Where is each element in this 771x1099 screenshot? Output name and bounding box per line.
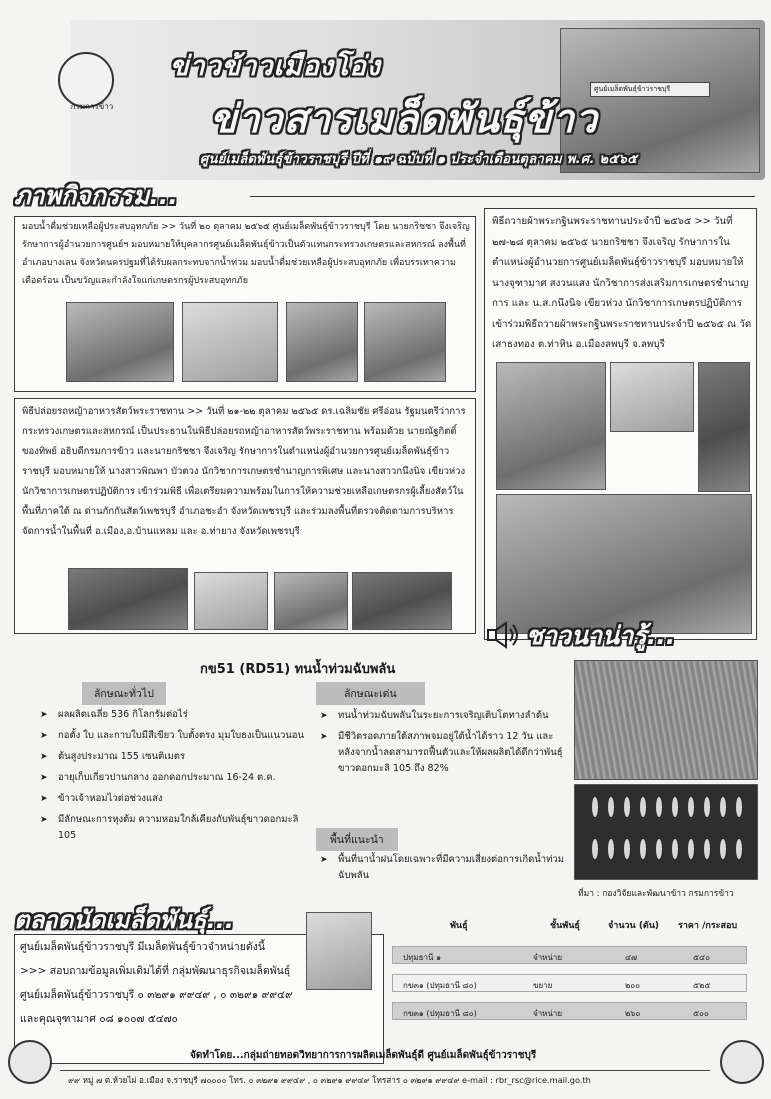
th-class: ชั้นพันธุ์ <box>550 921 580 931</box>
footer-logo-left <box>8 1040 52 1084</box>
variety-title: กข51 (RD51) ทนน้ำท่วมฉับพลัน <box>200 662 396 677</box>
activity-1-photo-2 <box>182 302 278 382</box>
list-item: ➤ มีชีวิตรอดภายใต้สภาพจมอยู่ใต้น้ำได้ราว 12 วัน และหลังจากน้ำลดสามารถฟื้นตัวและให้ผลผลิตได้ดีกว่าพันธุ์ขาวดอกมะลิ 105 ถึง 82% <box>316 729 566 777</box>
list-item: ➤ ข้าวเจ้าหอมไวต่อช่วงแสง <box>36 791 311 807</box>
activity-3-text: พิธีปล่อยรถหญ้าอาหารสัตว์พระราชทาน >> วันที่ ๒๑-๒๒ ตุลาคม ๒๕๖๕ ดร.เฉลิมชัย ศรีอ่อน รัฐมนตรีว่าการกระทรวงเกษตรและสหกรณ์ เป็นประธานในพิธีปล่อยรถหญ้าอาหารสัตว์พระราชทาน พร้อมด้วย นายณัฐกิตติ์ ของทิพย์ อธิบดีกรมการข้าว และนายกริชชา จึงเจริญ รักษาการในตำแหน่งผู้อำนวยการศูนย์เมล็ดพันธุ์ข้าวราชบุรี มอบหมายให้ นางสาวพิณพา บัวตวง นักวิชาการเกษตรชำนาญการพิเศษ และนางสาวกนึงนิจ เขียวห่วง นักวิชาการเกษตรปฏิบัติการ เข้าร่วมพิธี เพื่อเตรียมความพร้อมในการให้ความช่วยเหลือเกษตรกรผู้เลี้ยงสัตว์ในพื้นที่ภาคใต้ ณ ด่านกักกันสัตว์เพชรบุรี อำเภอชะอำ จังหวัดเพชรบุรี และร่วมลงพื้นที่ตรวจติดตามการบริหารจัดการน้ำในพื้นที่ อ.เมือง,อ.บ้านแหลม และ อ.ท่ายาง จังหวัดเพชรบุรี <box>22 406 466 537</box>
list-item: ➤ พื้นที่นาน้ำฝนโดยเฉพาะที่มีความเสี่ยงต่อการเกิดน้ำท่วมฉับพลัน <box>316 852 566 884</box>
title-main: ข่าวสารเมล็ดพันธุ์ข้าว <box>210 97 599 142</box>
general-list <box>36 707 311 849</box>
market-table-header <box>392 912 747 938</box>
footer-line-2: ๙๙ หมู่ ๗ ต.ห้วยไผ่ อ.เมือง จ.ราชบุรี ๗๐๐๐๐ โทร. ๐ ๓๒๙๑ ๙๙๔๙ , ๐ ๓๒๙๑ ๙๙๔๙ โทรสาร ๐ ๓๒๙๑ ๙๙๔๙ e-mail : rbr_rsc@rice.mail.go.th <box>68 1075 591 1085</box>
image-source: ที่มา : กองวิจัยและพัฒนาข้าว กรมการข้าว <box>578 889 734 899</box>
activity-1-photo-4 <box>364 302 446 382</box>
speaker-icon <box>486 620 522 650</box>
activity-3-photo-3 <box>274 572 348 630</box>
title-top: ข่าวข้าวเมืองโอ่ง <box>170 51 381 82</box>
activities-heading: ภาพกิจกรรม... <box>14 181 178 210</box>
market-heading: ตลาดนัดเมล็ดพันธุ์... <box>14 906 234 934</box>
table-row: กข๓๑ (ปทุมธานี ๘๐) ขยาย ๒๐๐ ๕๒๕ <box>392 974 747 992</box>
list-item: ➤ อายุเก็บเกี่ยวปานกลาง ออกดอกประมาณ 16-24 ต.ค. <box>36 770 311 786</box>
market-line-4: และคุณจุฑามาศ ๐๘ ๑๐๐๗ ๕๔๗๐ <box>20 1013 178 1025</box>
activity-1-photo-1 <box>66 302 174 382</box>
list-item: ➤ ต้นสูงประมาณ 155 เซนติเมตร <box>36 749 311 765</box>
activity-3-photo-2 <box>194 572 268 630</box>
market-line-2: >>> สอบถามข้อมูลเพิ่มเติมได้ที่ กลุ่มพัฒนาธุรกิจเมล็ดพันธุ์ <box>20 965 291 977</box>
subtitle: ศูนย์เมล็ดพันธุ์ข้าวราชบุรี ปีที่ ๑๙ ฉบับที่ ๑ ประจำเดือนตุลาคม พ.ศ. ๒๕๖๕ <box>200 152 638 167</box>
rice-grain-photo <box>574 784 758 880</box>
activity-1-photo-3 <box>286 302 358 382</box>
market-line-1: ศูนย์เมล็ดพันธุ์ข้าวราชบุรี มีเมล็ดพันธุ์ข้าวจำหน่ายดังนี้ <box>20 941 266 953</box>
highlight-list <box>316 708 566 782</box>
footer-line-1: จัดทำโดย...กลุ่มถ่ายทอดวิทยาการการผลิตเมล็ดพันธุ์ดี ศูนย์เมล็ดพันธุ์ข้าวราชบุรี <box>190 1050 537 1061</box>
activity-2-text: พิธีถวายผ้าพระกฐินพระราชทานประจำปี ๒๕๖๕ >> วันที่ ๒๗-๒๘ ตุลาคม ๒๕๖๕ นายกริชชา จึงเจริญ รักษาการในตำแหน่งผู้อำนวยการศูนย์เมล็ดพันธุ์ข้าวราชบุรี มอบหมายให้นางจุฑามาศ สงวนแสง นักวิชาการส่งเสริมการเกษตรชำนาญการ และ น.ส.กนึงนิจ เขียวห่วง นักวิชาการเกษตรปฏิบัติการ เข้าร่วมพิธีถวายผ้าพระกฐินพระราชทานประจำปี ๒๕๖๕ ณ วัดเสาธงทอง ต.ท่าหิน อ.เมืองลพบุรี จ.ลพบุรี <box>492 216 752 350</box>
logo-text: กรมการข้าว <box>70 102 114 111</box>
activity-3-photo-4 <box>352 572 452 630</box>
list-item: ➤ กอตั้ง ใบ และกาบใบมีสีเขียว ใบตั้งตรง มุมใบธงเป็นแนวนอน <box>36 728 311 744</box>
area-list <box>316 852 566 889</box>
th-price: ราคา /กระสอบ <box>678 921 738 931</box>
seed-bag-image <box>306 912 372 990</box>
highlight-label: ลักษณะเด่น <box>316 682 425 705</box>
rice-field-photo <box>574 660 758 780</box>
market-line-3: ศูนย์เมล็ดพันธุ์ข้าวราชบุรี ๐ ๓๒๙๑ ๙๙๔๙ , ๐ ๓๒๙๑ ๙๙๔๙ <box>20 989 293 1001</box>
header-photo-sign: ศูนย์เมล็ดพันธุ์ข้าวราชบุรี <box>590 82 710 97</box>
footer-logo-right <box>720 1040 764 1084</box>
activity-2-photo-3 <box>698 362 750 492</box>
th-variety: พันธุ์ <box>450 921 468 931</box>
list-item: ➤ มีลักษณะการหุงต้ม ความหอมใกล้เคียงกับพันธุ์ขาวดอกมะลิ 105 <box>36 812 311 844</box>
general-label: ลักษณะทั่วไป <box>82 682 166 705</box>
table-row: ปทุมธานี ๑ จำหน่าย ๔๗ ๕๔๐ <box>392 946 747 964</box>
activity-2-photo-1 <box>496 362 606 490</box>
list-item: ➤ ผลผลิตเฉลี่ย 536 กิโลกรัมต่อไร่ <box>36 707 311 723</box>
list-item: ➤ ทนน้ำท่วมฉับพลันในระยะการเจริญเติบโตทางลำต้น <box>316 708 566 724</box>
activity-1-text: มอบน้ำดื่มช่วยเหลือผู้ประสบอุทกภัย >> วันที่ ๒๐ ตุลาคม ๒๕๖๕ ศูนย์เมล็ดพันธุ์ข้าวราชบุรี โดย นายกริชชา จึงเจริญ รักษาการผู้อำนวยการศูนย์ฯ มอบหมายให้บุคลากรศูนย์เมล็ดพันธุ์ข้าวเป็นตัวแทนกระทรวงเกษตรและสหกรณ์ ลงพื้นที่อำเภอบางเลน จังหวัดนครปฐมที่ได้รับผลกระทบจากน้ำท่วม มอบน้ำดื่มช่วยเหลือผู้ประสบอุทกภัย เพื่อบรรเทาความเดือดร้อน เป็นขวัญและกำลังใจแก่เกษตรกรผู้ประสบอุทกภัย <box>22 222 470 286</box>
activity-2-photo-4 <box>496 494 752 634</box>
activity-2-photo-2 <box>610 362 694 432</box>
footer-rule <box>60 1070 710 1071</box>
area-label: พื้นที่แนะนำ <box>316 828 398 851</box>
th-amount: จำนวน (ตัน) <box>608 921 660 931</box>
heading-rule <box>250 196 755 197</box>
farmer-news-heading: ชาวนาน่ารู้... <box>526 621 676 650</box>
table-row: กข๓๑ (ปทุมธานี ๘๐) จำหน่าย ๒๖๐ ๕๐๐ <box>392 1002 747 1020</box>
activity-3-photo-1 <box>68 568 188 630</box>
